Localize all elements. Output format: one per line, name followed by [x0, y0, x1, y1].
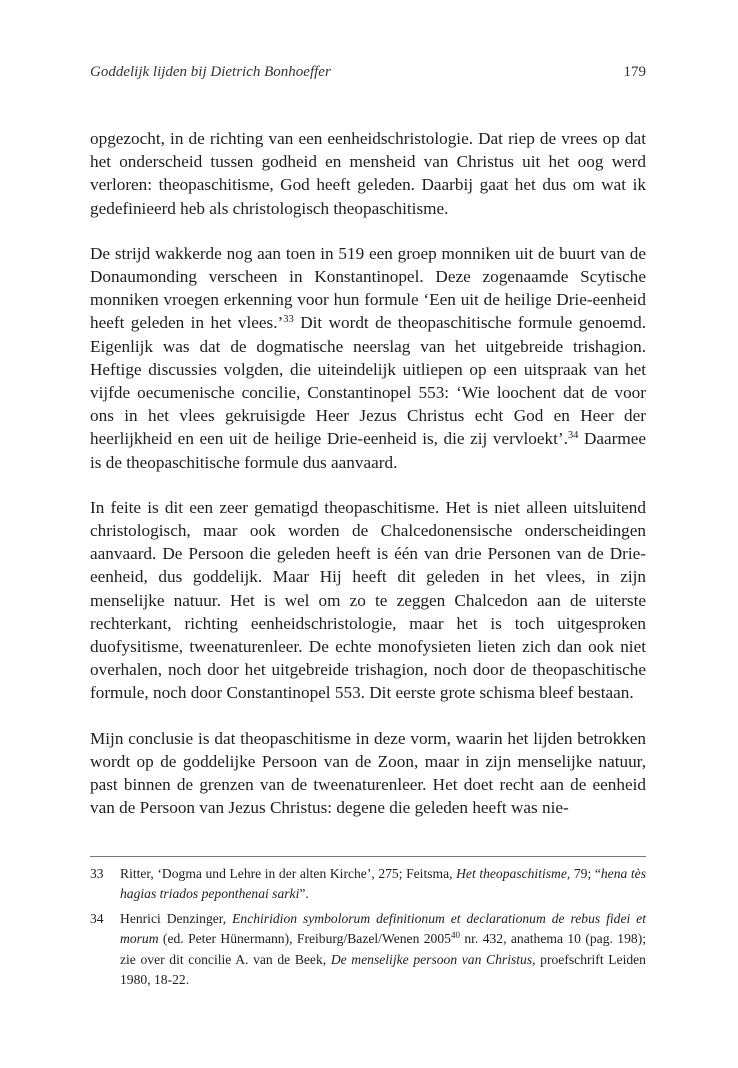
body-text — [90, 127, 646, 841]
paragraph — [90, 496, 646, 705]
footnote-number: 33 — [90, 866, 104, 881]
page-number: 179 — [623, 64, 646, 80]
edition-superscript: 40 — [450, 930, 460, 941]
footnote-ref-34[interactable]: 34 — [567, 430, 579, 442]
footnote-italic: hena tès hagias triados peponthenai sarki — [120, 866, 646, 902]
footnote-segment: , proefschrift Leiden 1980, 18-22. — [120, 951, 646, 988]
footnote-divider — [90, 856, 646, 857]
footnotes — [90, 864, 646, 994]
footnote-text — [120, 909, 646, 991]
footnote-segment: , 79; “ — [566, 866, 601, 881]
footnote-segment: nr. 432, anathema 10 (pag. 198); zie over dit concilie A. van de Beek, — [120, 931, 646, 967]
running-title: Goddelijk lijden bij Dietrich Bonhoeffer — [90, 64, 331, 80]
paragraph — [90, 127, 646, 220]
footnote-number: 34 — [90, 910, 104, 926]
footnote-segment: Ritter, ‘Dogma und Lehre in der alten Kirche’, 275; Feitsma, — [120, 866, 457, 881]
footnote-italic: De menselijke persoon van Christus — [330, 951, 533, 967]
footnote-33 — [90, 864, 646, 905]
footnote-segment: ”. — [299, 886, 309, 902]
footnote-text — [120, 864, 646, 905]
paragraph-text: De strijd wakkerde nog aan toen in 519 een groep monniken uit de buurt van de Donaumonding verscheen in Konstantinopel. Deze zogenaamde Scytische monniken vroegen erkenning voor hun formule ‘Een uit de heilige Drie-eenheid heeft geleden in het vlees.’ — [90, 243, 646, 333]
footnote-34 — [90, 909, 646, 991]
paragraph-text: Dit wordt de theopaschitische formule genoemd. Eigenlijk was dat de dogmatische neerslag van het uitgebreide trishagion. Heftige discussies volgden, die uiteindelijk uitliepen op een uitspraak van het vijfde oecumenische concilie, Constantinopel 553: ‘Wie loochent dat de voor ons in het vlees gekruisigde Heer Jezus Christus echt God en Heer der heerlijkheid en een uit de heilige Drie-eenheid is, die zij vervloekt’. — [90, 313, 646, 449]
footnote-italic: Enchiridion symbolorum definitionum et declarationum de rebus fidei et morum — [120, 910, 646, 947]
paragraph-text: In feite is dit een zeer gematigd theopaschitisme. Het is niet alleen uitsluitend christologisch, maar ook worden de Chalcedonensische onderscheidingen aanvaard. De Persoon die geleden heeft is één van drie Personen van de Drie-eenheid, dus goddelijk. Maar Hij heeft dit geleden in het vlees, in zijn menselijke natuur. Het is wel om zo te zeggen Chalcedon aan de uiterste rechterkant, richting eenheidschristologie, maar het is toch uitgesproken duofysitisme, tweenaturenleer. De echte monofysieten lieten zich dan ook niet overhalen, noch door het uitgebreide trishagion, noch door de theopaschitische formule, noch door Constantinopel 553. Dit eerste grote schisma bleef bestaan. — [90, 497, 646, 703]
footnote-ref-33[interactable]: 33 — [283, 314, 294, 326]
paragraph-text: Mijn conclusie is dat theopaschitisme in deze vorm, waarin het lijden betrokken wordt op de goddelijke Persoon van de Zoon, maar in zijn menselijke natuur, past binnen de grenzen van de tweenaturenleer. Het doet recht aan de eenheid van de Persoon van Jezus Christus: degene die geleden heeft was nie- — [90, 728, 646, 818]
footnote-segment: Henrici Denzinger, — [120, 910, 233, 926]
paragraph-text: Daarmee is de theopaschitische formule dus aanvaard. — [90, 429, 646, 472]
paragraph — [90, 727, 646, 820]
footnote-segment: (ed. Peter Hünermann), Freiburg/Bazel/Wenen 2005 — [158, 931, 451, 947]
paragraph-text: opgezocht, in de richting van een eenheidschristologie. Dat riep de vrees op dat het onderscheid tussen godheid en mensheid van Christus uit het oog werd verloren: theopaschitisme, God heeft geleden. Daarbij gaat het dus om wat ik gedefinieerd heb als christologisch theopaschitisme. — [90, 129, 646, 218]
paragraph — [90, 242, 646, 474]
footnote-italic: Het theopaschitisme — [456, 866, 567, 881]
